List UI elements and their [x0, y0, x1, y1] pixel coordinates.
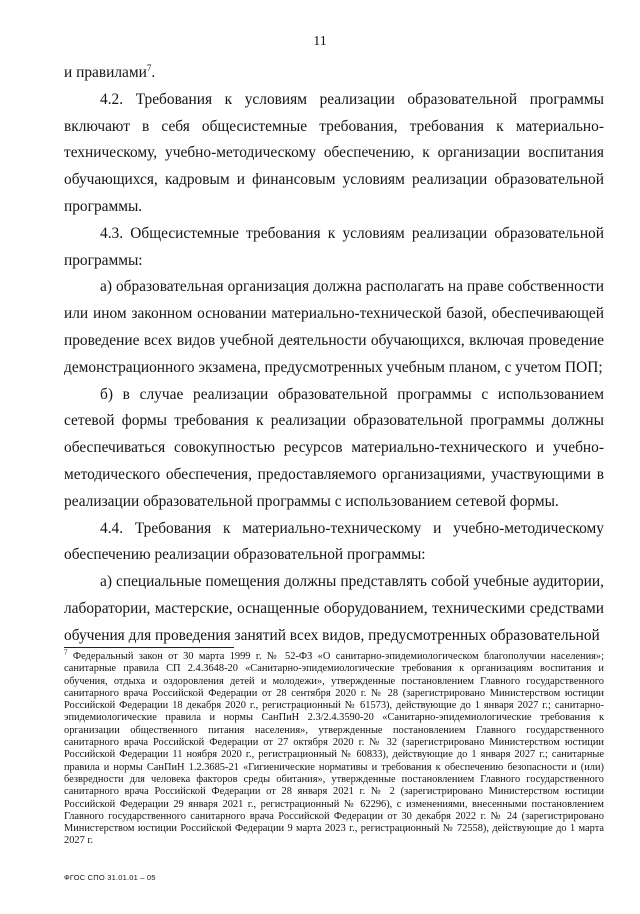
footnote-text: Федеральный закон от 30 марта 1999 г. № 52-ФЗ «О санитарно-эпидемиологическом благополучии населения»; санитарные правила СП 2.4.3648-20 «Санитарно-эпидемиологические требования к организациям воспитания и обучения, отдыха и оздоровления детей и молодежи», утвержденные постановлением Главного государственного санитарного врача Российской Федерации от 28 сентября 2020 г. № 28 (зарегистрировано Министерством юстиции Российской Федерации 18 декабря 2020 г., регистрационный № 61573), действующие до 1 января 2027 г.; санитарно-эпидемиологические правила и нормы СанПиН 2.3/2.4.3590-20 «Санитарно-эпидемиологические требования к организации общественного питания населения», утвержденные постановлением Главного государственного санитарного врача Российской Федерации от 27 октября 2020 г. № 32 (зарегистрировано Министерством юстиции Российской Федерации 11 ноября 2020 г., регистрационный № 60833), действующие до 1 января 2027 г.; санитарные правила и нормы СанПиН 1.2.3685-21 «Гигиенические нормативы и требования к обеспечению безопасности и (или) безвредности для человека факторов среды обитания», утвержденные постановлением Главного государственного санитарного врача Российской Федерации от 28 января 2021 г. № 2 (зарегистрировано Министерством юстиции Российской Федерации 29 января 2021 г., регистрационный № 62296), с изменениями, внесенными постановлением Главного государственного санитарного врача Российской Федерации от 30 декабря 2022 г. № 24 (зарегистрировано Министерством юстиции Российской Федерации 9 марта 2023 г., регистрационный № 72558), действующие до 1 марта 2027 г. [64, 651, 604, 847]
page-number: 11 [313, 34, 327, 49]
paragraph-4-4-a: а) специальные помещения должны представлять собой учебные аудитории, лаборатории, мастерские, оснащенные оборудованием, техническими средствами обучения для проведения занятий всех видов, предусмотренных образовательной [64, 573, 604, 644]
footnote-separator [64, 647, 234, 648]
document-code: ФГОС СПО 31.01.01 – 05 [64, 873, 156, 882]
paragraph-4-3-a: а) образовательная организация должна располагать на праве собственности или ином законном основании материально-технической базой, обеспечивающей проведение всех видов учебной деятельности обучающихся, включая проведение демонстрационного экзамена, предусмотренных учебным планом, с учетом ПОП; [64, 278, 604, 376]
footnote [64, 648, 604, 848]
paragraph-4-3: 4.3. Общесистемные требования к условиям реализации образовательной программы: [64, 224, 604, 269]
footnote-marker: 7 [64, 648, 68, 657]
paragraph-4-3-b: б) в случае реализации образовательной программы с использованием сетевой формы требования к реализации образовательной программы должны обеспечиваться совокупностью ресурсов материально-технического и учебно-методического обеспечения, предоставляемого организациями, участвующими в реализации образовательной программы с использованием сетевой формы. [64, 385, 604, 510]
paragraph-4-2: 4.2. Требования к условиям реализации образовательной программы включают в себя общесистемные требования, требования к материально-техническому, учебно-методическому обеспечению, к организации воспитания обучающихся, кадровым и финансовым условиям реализации образовательной программы. [64, 90, 604, 215]
paragraph-continuation: и правилами$^7$. [64, 62, 156, 81]
footnote-reference: 7 [146, 62, 152, 73]
paragraph-4-4: 4.4. Требования к материально-техническому и учебно-методическому обеспечению реализации образовательной программы: [64, 519, 604, 564]
main-text [64, 60, 604, 650]
